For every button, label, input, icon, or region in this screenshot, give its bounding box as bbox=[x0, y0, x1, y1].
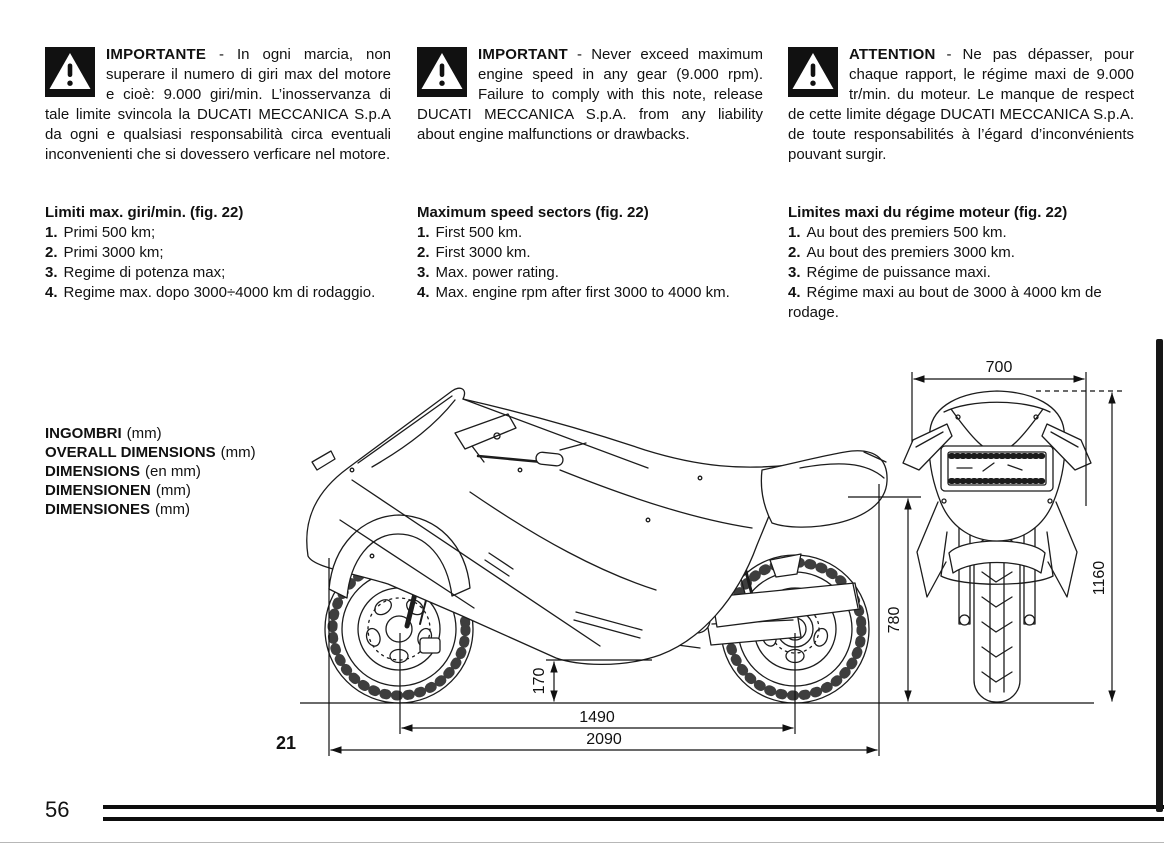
windscreen-detail bbox=[358, 396, 455, 467]
list-item: 1. Primi 500 km; bbox=[45, 224, 156, 241]
dimension-lines bbox=[300, 372, 1124, 756]
list-item: 4. Regime max. dopo 3000÷4000 km di rodaggio. bbox=[45, 284, 376, 301]
speed-limits-list-italian bbox=[45, 203, 391, 303]
list-item: 1. Au bout des premiers 500 km. bbox=[788, 224, 1007, 241]
list-title: Limiti max. giri/min. (fig. 22) bbox=[45, 204, 244, 221]
speed-limits-list-french bbox=[788, 203, 1134, 323]
list-item: 2. Au bout des premiers 3000 km. bbox=[788, 244, 1015, 261]
front-wheel-front-view bbox=[974, 536, 1020, 702]
list-title: Limites maxi du régime moteur (fig. 22) bbox=[788, 204, 1068, 221]
warning-title: IMPORTANTE bbox=[106, 46, 207, 63]
dim-overall-height-label: 1160 bbox=[1091, 560, 1108, 596]
figure-number: 21 bbox=[276, 733, 297, 753]
footer-rule-bottom bbox=[103, 817, 1164, 821]
mirrors-front-view bbox=[903, 424, 1091, 470]
footer-rule-top bbox=[103, 805, 1164, 809]
rear-wheel bbox=[721, 555, 869, 703]
column-italian bbox=[45, 45, 391, 301]
warning-block-french bbox=[788, 45, 1134, 165]
warning-triangle-icon bbox=[788, 47, 838, 97]
fairing-panel-seams bbox=[312, 399, 752, 646]
swingarm-and-exhaust bbox=[705, 552, 860, 645]
warning-title: ATTENTION bbox=[849, 46, 936, 63]
dim-seat-height-label: 780 bbox=[886, 606, 903, 634]
list-item: 2. First 3000 km. bbox=[417, 244, 531, 261]
page-number: 56 bbox=[45, 797, 70, 822]
headlight-instrument-panel bbox=[941, 446, 1053, 491]
warning-paragraph bbox=[45, 45, 391, 165]
front-fork bbox=[407, 545, 440, 653]
list-item: 3. Régime de puissance maxi. bbox=[788, 264, 991, 281]
fork-legs-front-view bbox=[959, 512, 1035, 625]
speed-limits-list-english bbox=[417, 203, 763, 303]
list-item: 3. Regime di potenza max; bbox=[45, 264, 226, 281]
scan-edge-band bbox=[1156, 339, 1163, 812]
list-item: 4. Max. engine rpm after first 3000 to 4000 km. bbox=[417, 284, 730, 301]
front-fender-front-view bbox=[949, 541, 1045, 573]
warning-triangle-icon bbox=[45, 47, 95, 97]
dim-overall-length-label: 2090 bbox=[586, 731, 622, 748]
front-wheel bbox=[325, 555, 473, 703]
caption-line: DIMENSIONEN (mm) bbox=[45, 482, 191, 499]
front-fender bbox=[329, 515, 470, 598]
list-item: 1. First 500 km. bbox=[417, 224, 523, 241]
motorcycle-front-view bbox=[903, 391, 1091, 702]
list-item: 4. Régime maxi au bout de 3000 à 4000 km de rodage. bbox=[788, 284, 1102, 321]
column-english bbox=[417, 45, 763, 301]
warning-block-italian bbox=[45, 45, 391, 165]
warning-paragraph bbox=[788, 45, 1134, 165]
dim-wheelbase-label: 1490 bbox=[579, 709, 615, 726]
dim-overall-width-label: 700 bbox=[985, 359, 1013, 376]
warning-text: - Never exceed maximum engine speed in any gear (9.000 rpm). Failure to comply with this note, release DUCATI MECCANICA S.p.A. from any liability about engine malfunctions or drawbacks. bbox=[417, 46, 763, 143]
upper-fairing-front-view bbox=[929, 391, 1065, 541]
caption-line: INGOMBRI (mm) bbox=[45, 425, 162, 442]
warning-paragraph bbox=[417, 45, 763, 145]
caption-line: DIMENSIONES (mm) bbox=[45, 501, 190, 518]
dim-ground-clearance-label: 170 bbox=[531, 667, 548, 695]
column-french bbox=[788, 45, 1134, 321]
engine-detail bbox=[640, 554, 801, 652]
caption-line: DIMENSIONS (en mm) bbox=[45, 463, 201, 480]
bike-tail-cowl bbox=[761, 451, 887, 527]
warning-text: - In ogni marcia, non superare il numero di giri max del motore e cioè: 9.000 giri/min. L’inosservanza di tale limite svincola la DUCATI MECCANICA S.p.A da ogni e qualsiasi responsabilità circa eventuali inconvenienti che si dovessero verficare nel motore. bbox=[45, 46, 391, 163]
bike-body-fairing bbox=[307, 388, 790, 664]
list-item: 3. Max. power rating. bbox=[417, 264, 559, 281]
warning-text: - Ne pas dépasser, pour chaque rapport, le régime maxi de 9.000 tr/min. du moteur. Le manque de respect de cette limite dégage DUCATI MECCANICA S.p.A. de toute responsabilités à l’égard d’inconvénients pouvant surgir. bbox=[788, 46, 1134, 163]
list-item: 2. Primi 3000 km; bbox=[45, 244, 164, 261]
motorcycle-side-view bbox=[307, 388, 887, 703]
warning-block-english bbox=[417, 45, 763, 145]
warning-title: IMPORTANT bbox=[478, 46, 568, 63]
warning-triangle-icon bbox=[417, 47, 467, 97]
list-title: Maximum speed sectors (fig. 22) bbox=[417, 204, 649, 221]
caption-line: OVERALL DIMENSIONS (mm) bbox=[45, 444, 256, 461]
dimensions-caption bbox=[45, 424, 256, 519]
page-bottom-edge bbox=[0, 842, 1164, 843]
mirror-and-handlebar bbox=[455, 414, 586, 466]
